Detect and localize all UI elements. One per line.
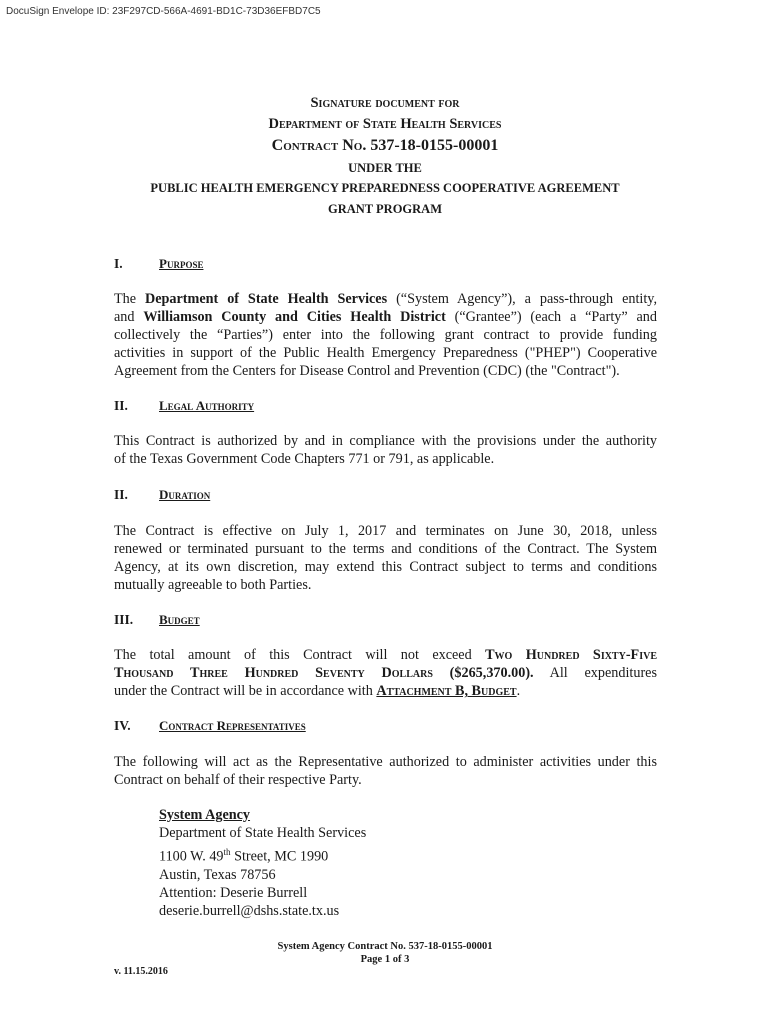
text-line: The Department of State Health Services (“System Agency”), a pass-through entity,: [114, 291, 657, 307]
text-line: The Contract is effective on July 1, 2017 and terminates on June 30, 2018, unless: [114, 523, 657, 539]
agency-street: 1100 W. 49th Street, MC 1990: [159, 846, 329, 865]
doc-title-line4: UNDER THE: [348, 161, 422, 175]
text-line: Contract on behalf of their respective Party.: [114, 772, 362, 788]
section-heading-contract-representatives: [114, 718, 306, 734]
section-heading-budget: [114, 612, 200, 628]
contract-number: 537-18-0155-00001: [370, 137, 499, 154]
purpose-paragraph: [114, 290, 657, 380]
text-line: Thousand Three Hundred Seventy Dollars ($265,370.00). All expenditures: [114, 665, 658, 681]
representatives-paragraph: [114, 753, 657, 789]
text-line: The total amount of this Contract will not exceed Two Hundred Sixty-Five: [114, 647, 657, 663]
duration-paragraph: [114, 522, 657, 594]
legal-authority-paragraph: [114, 432, 657, 468]
envelope-id: DocuSign Envelope ID: 23F297CD-566A-4691-BD1C-73D36EFBD7C5: [6, 6, 321, 17]
doc-title-line6: GRANT PROGRAM: [327, 202, 442, 216]
section-heading-legal-authority: [114, 398, 254, 414]
section-title: Budget: [159, 612, 200, 627]
text-line: collectively the “Parties”) enter into the following grant contract to provide funding: [114, 327, 657, 343]
text-line: Agreement from the Centers for Disease Control and Prevention (CDC) (the "Contract").: [114, 363, 620, 379]
section-number: III.: [114, 612, 134, 627]
agency-email: deserie.burrell@dshs.state.tx.us: [159, 903, 340, 920]
section-heading-duration: [114, 487, 210, 503]
section-title: Duration: [159, 487, 211, 502]
section-number: IV.: [114, 718, 131, 733]
section-title: Contract Representatives: [159, 718, 306, 733]
doc-title-line1: Signature document for: [310, 95, 460, 111]
footer: [0, 940, 770, 966]
contract-no-label: Contract No.: [271, 137, 367, 154]
text-line: This Contract is authorized by and in compliance with the provisions under the authority: [114, 433, 657, 449]
text-line: of the Texas Government Code Chapters 771 or 791, as applicable.: [114, 451, 495, 467]
text-line: The following will act as the Representative authorized to administer activities under this: [114, 754, 657, 770]
system-agency-heading: System Agency: [159, 807, 251, 823]
version-label: v. 11.15.2016: [114, 966, 168, 977]
section-number: II.: [114, 398, 128, 413]
text-line: activities in support of the Public Health Emergency Preparedness ("PHEP") Cooperative: [114, 345, 657, 361]
section-number: I.: [114, 256, 123, 271]
text-line: renewed or terminated pursuant to the terms and conditions of the Contract. The System: [114, 541, 657, 557]
text-line: mutually agreeable to both Parties.: [114, 577, 312, 593]
agency-city: Austin, Texas 78756: [159, 866, 276, 883]
section-title: Purpose: [159, 256, 204, 271]
system-agency-address-block: [159, 806, 366, 921]
section-heading-purpose: [114, 256, 203, 272]
text-line: and Williamson County and Cities Health District (“Grantee”) (each a “Party” and: [114, 309, 657, 325]
section-number: II.: [114, 487, 128, 502]
section-title: Legal Authority: [159, 398, 255, 413]
text-line: under the Contract will be in accordance with Attachment B, Budget.: [114, 683, 521, 699]
doc-title-line2: Department of State Health Services: [268, 116, 502, 132]
text-line: Agency, at its own discretion, may extend this Contract subject to terms and conditions: [114, 559, 657, 575]
agency-name: Department of State Health Services: [159, 825, 367, 842]
attachment-b-reference: Attachment B, Budget: [376, 683, 517, 699]
budget-paragraph: [114, 646, 657, 700]
doc-title-line5: PUBLIC HEALTH EMERGENCY PREPAREDNESS COOPERATIVE AGREEMENT: [150, 181, 620, 195]
page-number: Page 1 of 3: [360, 954, 410, 965]
doc-title-line3: [0, 137, 770, 155]
footer-contract-number: System Agency Contract No. 537-18-0155-00001: [277, 941, 493, 952]
agency-attention: Attention: Deserie Burrell: [159, 884, 308, 901]
